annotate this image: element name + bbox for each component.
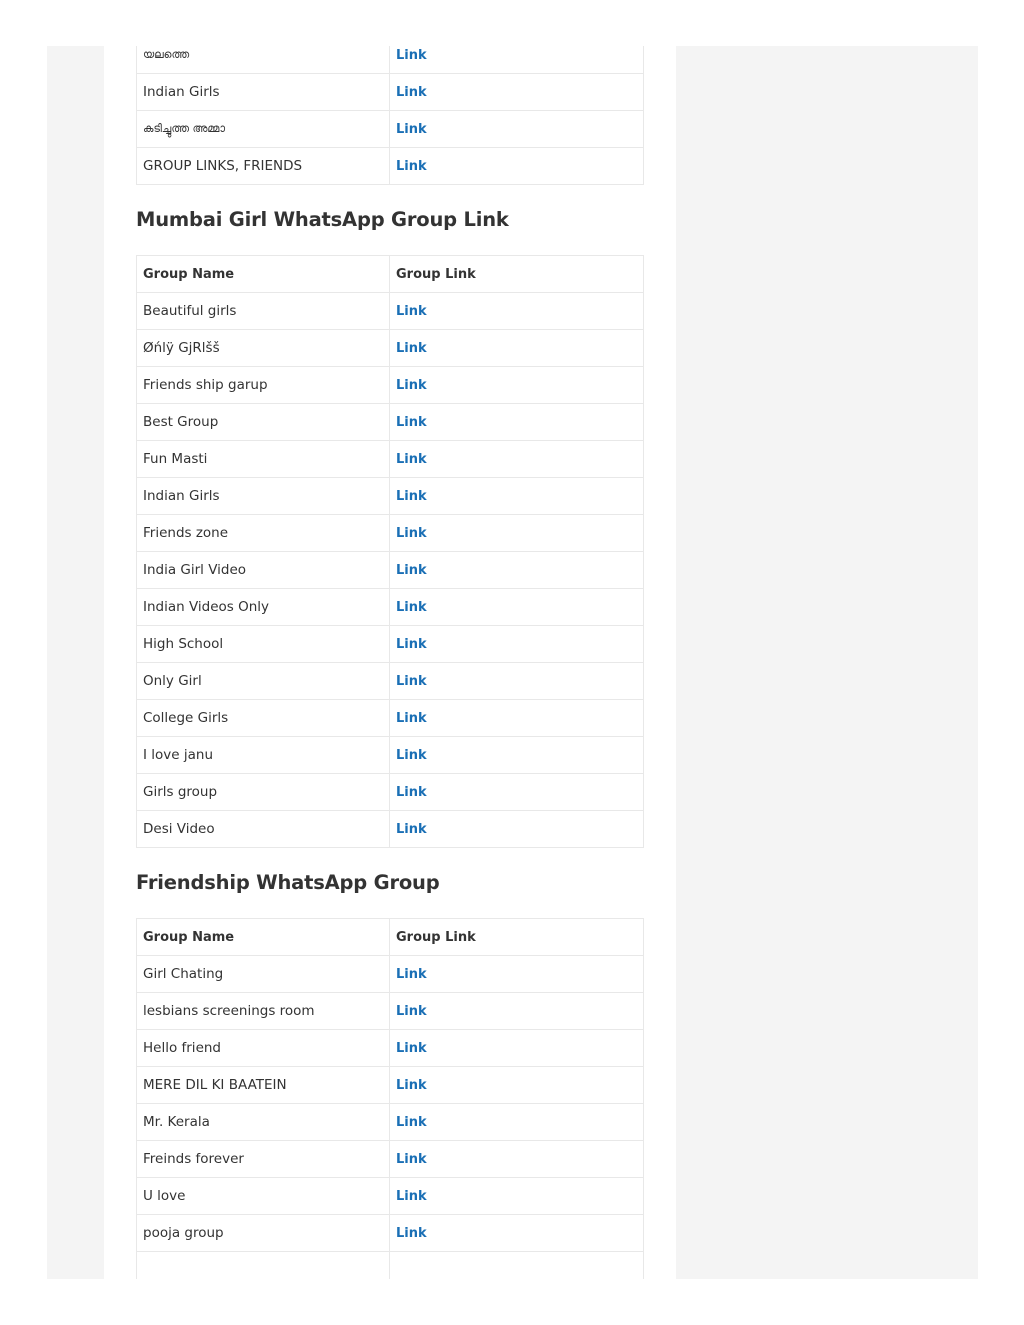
table-row <box>137 774 644 811</box>
group-link[interactable]: Link <box>396 1041 427 1056</box>
group-link-cell <box>390 478 644 515</box>
group-name-cell: Best Group <box>137 404 390 441</box>
group-link[interactable]: Link <box>396 159 427 174</box>
friendship-group-table <box>136 918 644 1279</box>
group-name-cell: കടിച്ചുത്ത അമ്മാ <box>137 111 390 148</box>
section-heading-mumbai: Mumbai Girl WhatsApp Group Link <box>136 208 509 231</box>
group-link-cell <box>390 774 644 811</box>
group-link-cell <box>390 1141 644 1178</box>
table-row <box>137 367 644 404</box>
group-link[interactable]: Link <box>396 452 427 467</box>
group-link[interactable]: Link <box>396 85 427 100</box>
group-link-cell <box>390 552 644 589</box>
group-link-cell <box>390 737 644 774</box>
table-row <box>137 111 644 148</box>
table-row <box>137 1252 644 1280</box>
group-link-cell <box>390 148 644 185</box>
group-link-cell <box>390 956 644 993</box>
column-header-group-link: Group Link <box>390 256 644 293</box>
section-heading-friendship: Friendship WhatsApp Group <box>136 871 440 894</box>
group-link[interactable]: Link <box>396 1078 427 1093</box>
table-row <box>137 552 644 589</box>
group-link-cell <box>390 74 644 111</box>
group-link[interactable]: Link <box>396 415 427 430</box>
group-link[interactable]: Link <box>396 748 427 763</box>
group-link[interactable]: Link <box>396 122 427 137</box>
group-link-cell <box>390 441 644 478</box>
group-name-cell: Freinds forever <box>137 1141 390 1178</box>
group-link-cell <box>390 515 644 552</box>
table-row <box>137 589 644 626</box>
group-link-cell <box>390 811 644 848</box>
group-link[interactable]: Link <box>396 711 427 726</box>
table-row <box>137 404 644 441</box>
column-header-group-name: Group Name <box>137 256 390 293</box>
table-row <box>137 515 644 552</box>
group-name-cell: pooja group <box>137 1215 390 1252</box>
group-link[interactable]: Link <box>396 304 427 319</box>
group-link-cell <box>390 367 644 404</box>
group-name-cell: I love janu <box>137 737 390 774</box>
group-name-cell: U love <box>137 1178 390 1215</box>
group-link-cell <box>390 1178 644 1215</box>
group-name-cell: India Girl Video <box>137 552 390 589</box>
page-frame <box>47 46 978 1279</box>
table-row <box>137 1067 644 1104</box>
group-name-cell: Indian Girls <box>137 74 390 111</box>
table-row <box>137 46 644 74</box>
group-link-cell <box>390 626 644 663</box>
group-link-cell <box>390 404 644 441</box>
group-link[interactable]: Link <box>396 1004 427 1019</box>
group-name-cell: Only Girl <box>137 663 390 700</box>
main-content <box>104 46 676 1279</box>
group-link[interactable]: Link <box>396 563 427 578</box>
table-row <box>137 1141 644 1178</box>
table-header-row <box>137 919 644 956</box>
group-link[interactable]: Link <box>396 1152 427 1167</box>
group-name-cell: യലത്തെ <box>137 46 390 74</box>
group-name-cell: Fun Masti <box>137 441 390 478</box>
group-name-cell <box>137 1252 390 1280</box>
group-name-cell: Beautiful girls <box>137 293 390 330</box>
group-link-cell <box>390 589 644 626</box>
sidebar <box>676 46 978 1279</box>
group-name-cell: Friends ship garup <box>137 367 390 404</box>
group-link[interactable]: Link <box>396 785 427 800</box>
mumbai-group-table <box>136 255 644 848</box>
column-header-group-link: Group Link <box>390 919 644 956</box>
group-link-cell <box>390 1067 644 1104</box>
table-row <box>137 811 644 848</box>
table-row <box>137 737 644 774</box>
group-link-cell <box>390 663 644 700</box>
table-row <box>137 993 644 1030</box>
table-row <box>137 626 644 663</box>
table-row <box>137 663 644 700</box>
group-link[interactable]: Link <box>396 600 427 615</box>
group-link[interactable]: Link <box>396 378 427 393</box>
table-row <box>137 330 644 367</box>
table-row <box>137 478 644 515</box>
group-link-cell <box>390 1215 644 1252</box>
group-link[interactable]: Link <box>396 637 427 652</box>
group-link[interactable]: Link <box>396 967 427 982</box>
group-name-cell: MERE DIL KI BAATEIN <box>137 1067 390 1104</box>
group-name-cell: lesbians screenings room <box>137 993 390 1030</box>
group-link[interactable]: Link <box>396 489 427 504</box>
group-link-cell <box>390 293 644 330</box>
group-name-cell: High School <box>137 626 390 663</box>
group-link-cell <box>390 1030 644 1067</box>
table-row <box>137 74 644 111</box>
table-row <box>137 1215 644 1252</box>
table-row <box>137 441 644 478</box>
group-link-cell <box>390 330 644 367</box>
top-group-table <box>136 46 644 185</box>
table-row <box>137 1178 644 1215</box>
group-link-cell <box>390 1252 644 1280</box>
group-link[interactable]: Link <box>396 822 427 837</box>
group-link[interactable]: Link <box>396 1115 427 1130</box>
group-name-cell: Mr. Kerala <box>137 1104 390 1141</box>
table-row <box>137 700 644 737</box>
group-link-cell <box>390 111 644 148</box>
group-name-cell: Girl Chating <box>137 956 390 993</box>
group-link[interactable]: Link <box>396 674 427 689</box>
group-name-cell: Desi Video <box>137 811 390 848</box>
group-name-cell: Friends zone <box>137 515 390 552</box>
table-row <box>137 293 644 330</box>
table-row <box>137 1104 644 1141</box>
group-name-cell: Øńlÿ GjRlšš <box>137 330 390 367</box>
group-link[interactable]: Link <box>396 1226 427 1241</box>
table-header-row <box>137 256 644 293</box>
group-link-cell <box>390 993 644 1030</box>
group-name-cell: GROUP LINKS, FRIENDS <box>137 148 390 185</box>
group-link[interactable]: Link <box>396 48 427 63</box>
group-name-cell: Indian Girls <box>137 478 390 515</box>
group-link[interactable]: Link <box>396 526 427 541</box>
article-body <box>136 46 643 1279</box>
group-link-cell <box>390 700 644 737</box>
group-name-cell: College Girls <box>137 700 390 737</box>
table-row <box>137 148 644 185</box>
group-link[interactable]: Link <box>396 1189 427 1204</box>
group-name-cell: Indian Videos Only <box>137 589 390 626</box>
table-row <box>137 956 644 993</box>
column-header-group-name: Group Name <box>137 919 390 956</box>
group-link-cell <box>390 46 644 74</box>
group-link-cell <box>390 1104 644 1141</box>
group-name-cell: Hello friend <box>137 1030 390 1067</box>
group-link[interactable]: Link <box>396 341 427 356</box>
group-name-cell: Girls group <box>137 774 390 811</box>
table-row <box>137 1030 644 1067</box>
